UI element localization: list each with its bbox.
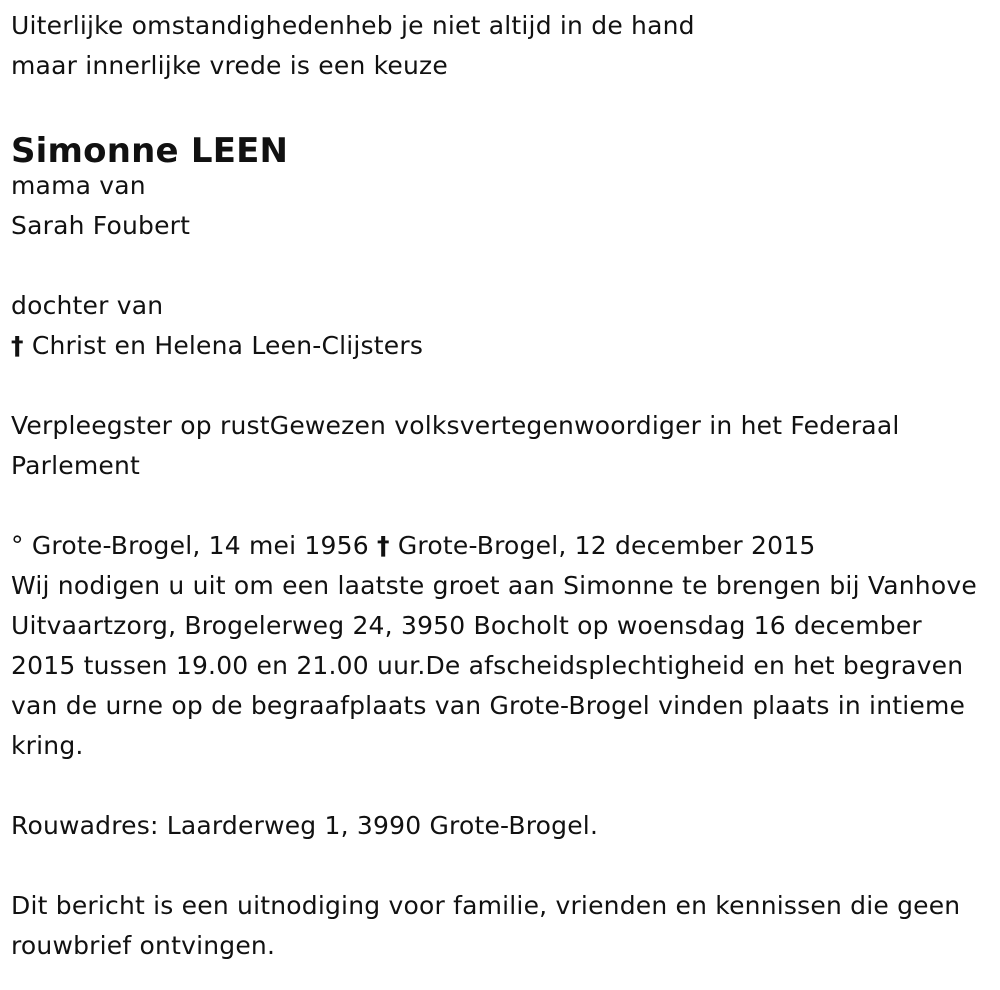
death-date: Grote-Brogel, 12 december 2015 (397, 531, 816, 560)
deceased-name: Simonne LEEN (11, 131, 289, 171)
spacer (11, 366, 986, 406)
spacer (11, 246, 986, 286)
quote-line-2: maar innerlijke vrede is een keuze (11, 51, 448, 80)
children-names: Sarah Foubert (11, 211, 191, 240)
occupation-line-2: Parlement (11, 451, 141, 480)
closing-note: Dit bericht is een uitnodiging voor familie, vrienden en kennissen die geen rouwbrief ontvingen. (11, 891, 961, 960)
spacer (11, 486, 986, 526)
occupation-line-1: Verpleegster op rustGewezen volksvertegenwoordiger in het Federaal (11, 411, 900, 440)
life-dates (11, 526, 986, 566)
mother-of-label: mama van (11, 171, 146, 200)
birth-date: Grote-Brogel, 14 mei 1956 (31, 531, 369, 560)
spacer (11, 846, 986, 886)
daughter-of-label: dochter van (11, 291, 164, 320)
obituary-notice (11, 6, 986, 966)
quote-line-1: Uiterlijke omstandighedenheb je niet altijd in de hand (11, 11, 695, 40)
parents-line (11, 326, 986, 366)
invitation-text: Wij nodigen u uit om een laatste groet aan Simonne te brengen bij Vanhove Uitvaartzorg, Brogelerweg 24, 3950 Bocholt op woensdag 16 december 2015 tussen 19.00 en 21.00 uur.De afscheidsplechtigheid en het begraven van de urne op de begraafplaats van Grote-Brogel vinden plaats in intieme kring. (11, 571, 977, 760)
cross-icon: † (11, 331, 24, 360)
birth-icon: ° (11, 531, 24, 560)
cross-icon: † (377, 531, 390, 560)
spacer (11, 766, 986, 806)
parents-names: Christ en Helena Leen-Clijsters (31, 331, 424, 360)
mourning-address: Rouwadres: Laarderweg 1, 3990 Grote-Brogel. (11, 811, 599, 840)
